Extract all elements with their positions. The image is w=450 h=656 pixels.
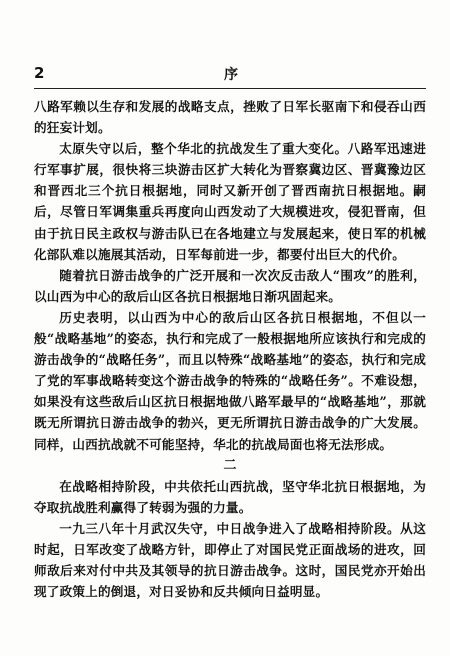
section-number: 二 — [223, 457, 237, 473]
header-rule — [34, 88, 426, 89]
paragraph: 太原失守以后，整个华北的抗战发生了重大变化。八路军迅速进行军事扩展，很快将三块游击区扩大转化为晋察冀边区、晋冀豫边区和晋西北三个抗日根据地，同时又新开创了晋西南抗日根据地。嗣后，尽管日军调集重兵再度向山西发动了大规模进攻，侵犯晋南，但由于抗日民主政权与游击队已在各地建立与发展起来，使日军的机械化部队难以施展其活动，日军每前进一步，都要付出巨大的代价。 — [34, 141, 426, 262]
paragraph: 在战略相持阶段，中共依托山西抗战，坚守华北抗日根据地，为夺取抗战胜利赢得了转弱为强的力量。 — [34, 478, 426, 515]
page-body — [34, 96, 426, 602]
running-title: 序 — [224, 67, 238, 83]
paragraph-continuation: 八路军赖以生存和发展的战略支点，挫败了日军长驱南下和侵吞山西的狂妄计划。 — [34, 99, 426, 136]
paragraph: 历史表明，以山西为中心的敌后山区各抗日根据地，不但以一般“战略基地”的姿态，执行和完成了一般根据地所应该执行和完成的游击战争的“战略任务”，而且以特殊“战略基地”的姿态，执行和完成了党的军事战略转变这个游击战争的特殊的“战略任务”。不难设想，如果没有这些敌后山区抗日根据地做八路军最早的“战略基地”，那就既无所谓抗日游击战争的勃兴，更无所谓抗日游击战争的广大发展。同样，山西抗战就不可能坚持，华北的抗战局面也将无法形成。 — [34, 309, 426, 452]
page-header — [34, 64, 424, 86]
paragraph: 一九三八年十月武汉失守，中日战争进入了战略相持阶段。从这时起，日军改变了战略方针，即停止了对国民党正面战场的进攻，回师敌后来对付中共及其领导的抗日游击战争。这时，国民党亦开始出现了政策上的倒退，对日妥协和反共倾向日益明显。 — [34, 520, 426, 600]
page-number: 2 — [34, 64, 45, 82]
paragraph: 随着抗日游击战争的广泛开展和一次次反击敌人“围攻”的胜利，以山西为中心的敌后山区各抗日根据地日渐巩固起来。 — [34, 267, 426, 304]
